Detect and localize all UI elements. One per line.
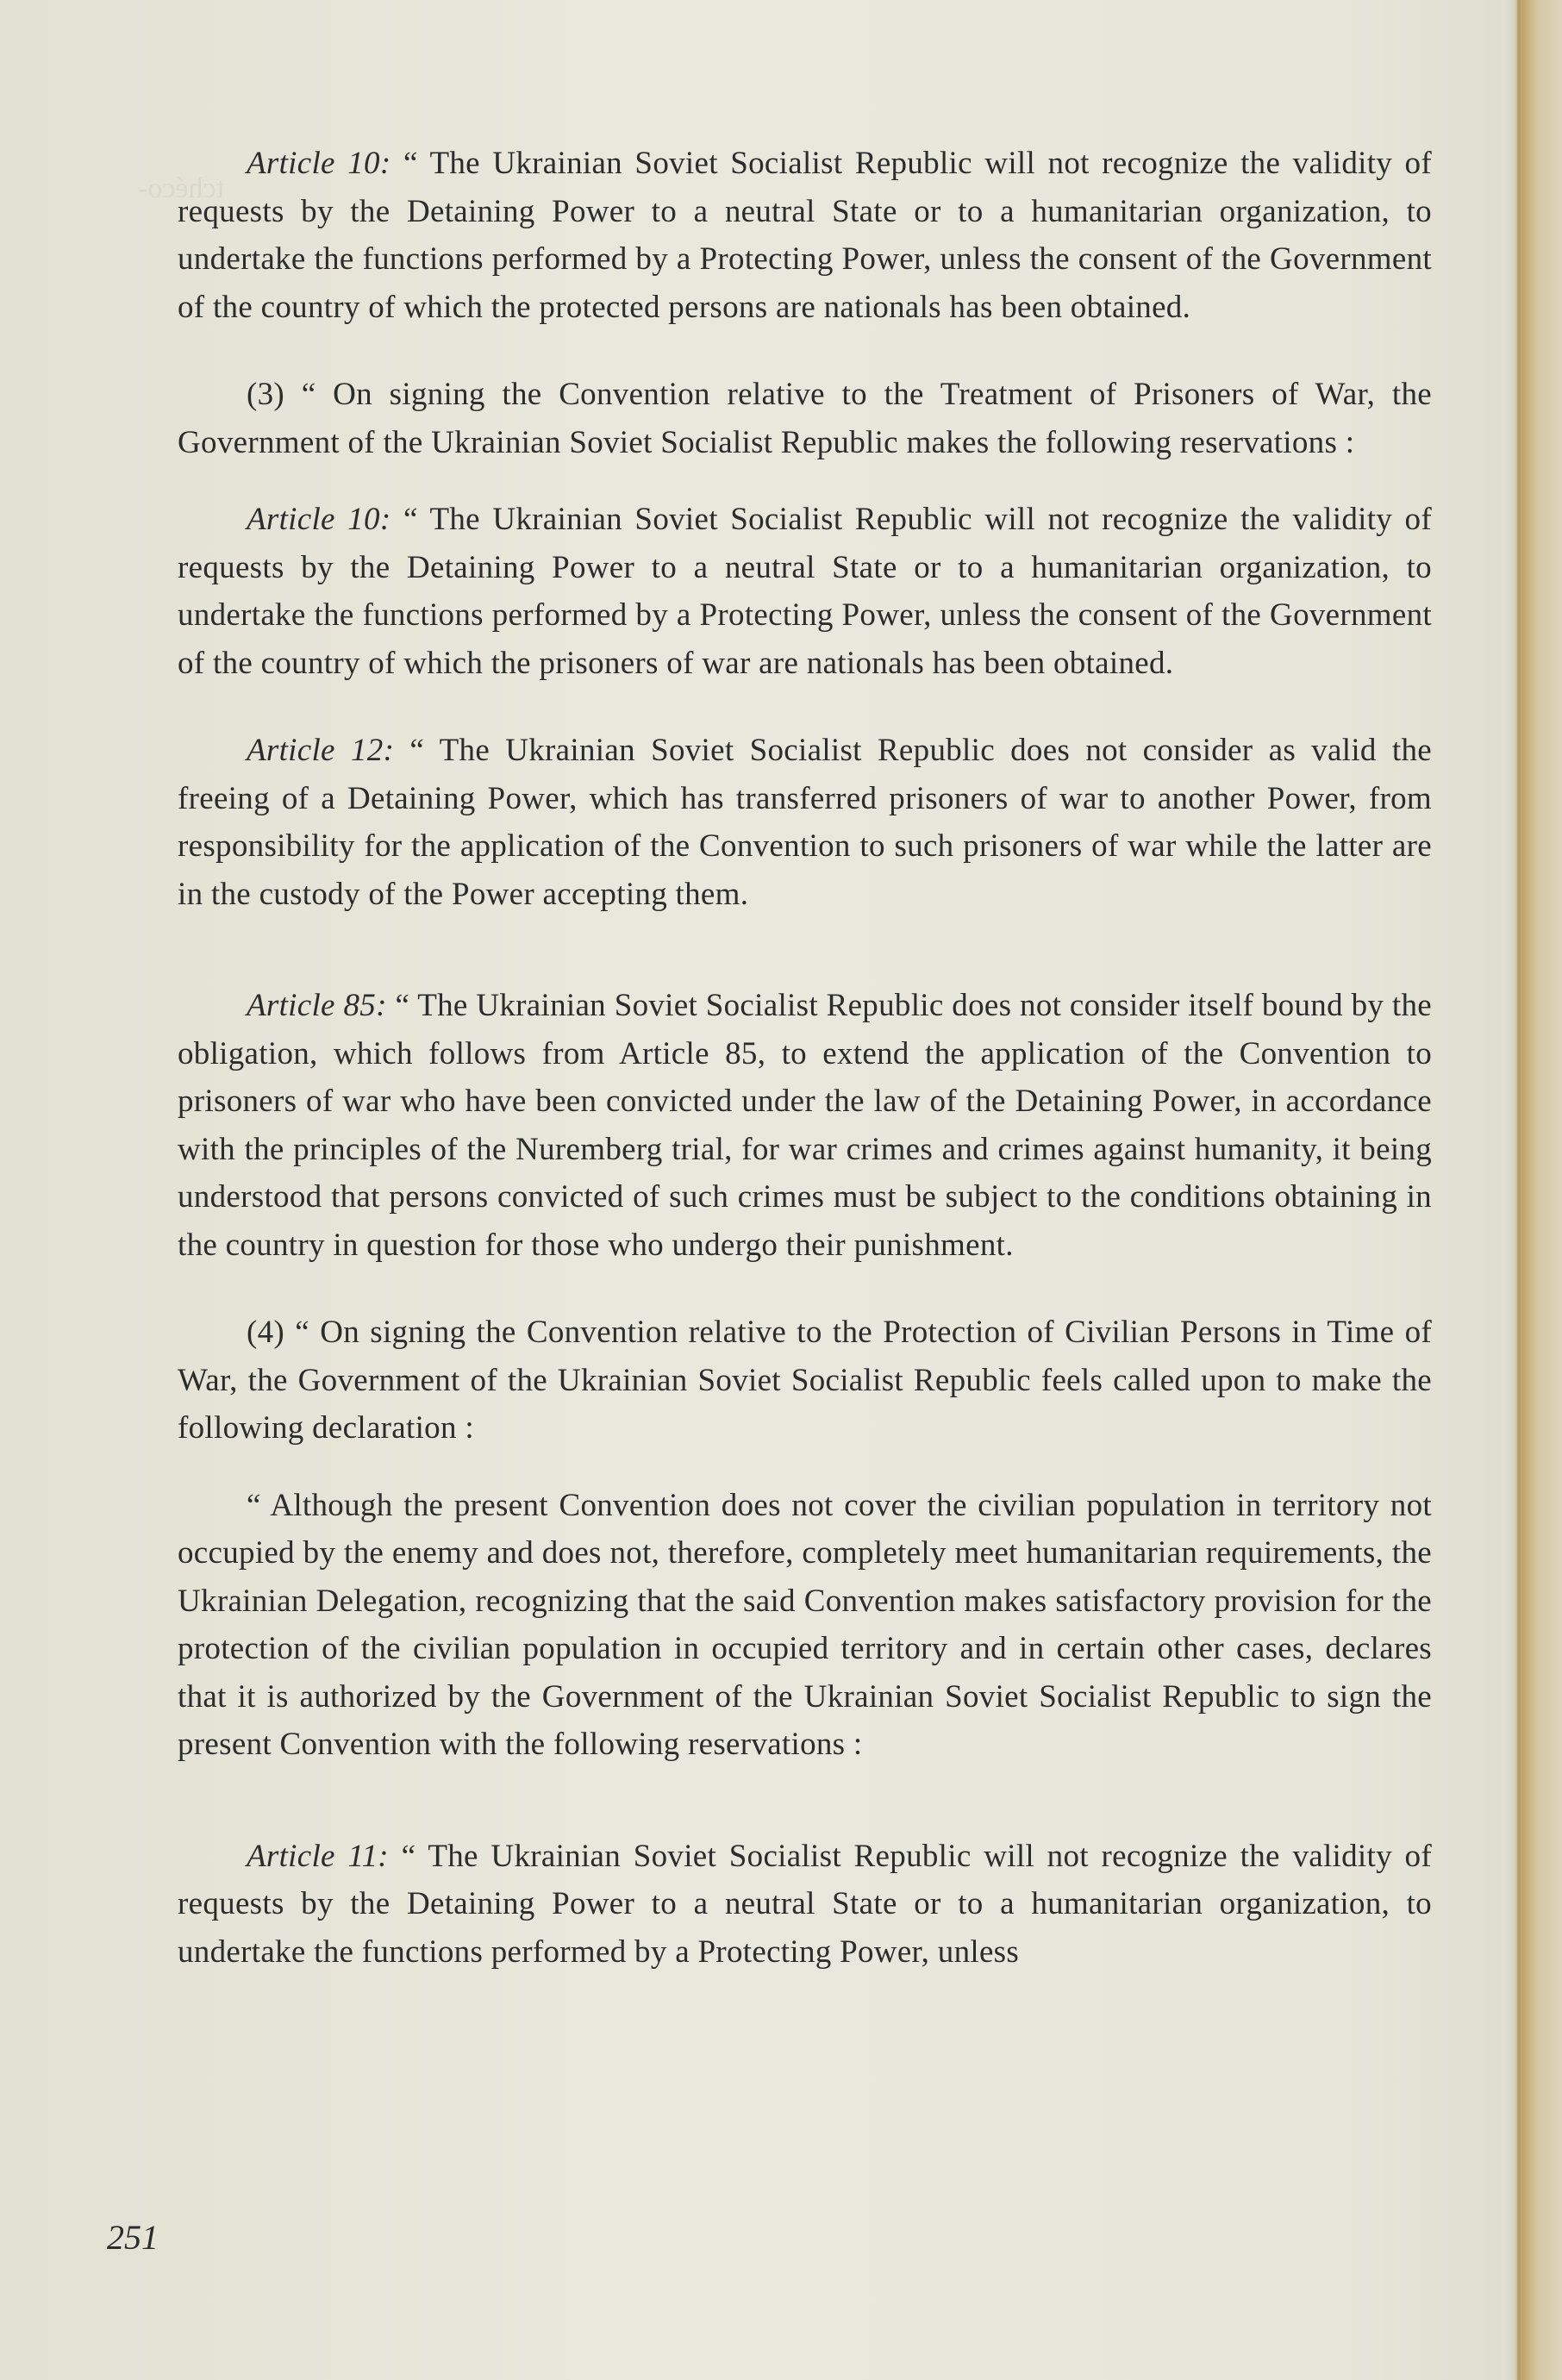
article-10-protected-persons — [178, 140, 1432, 331]
article-label: Article 85: — [247, 988, 387, 1023]
section-4-intro — [178, 1309, 1432, 1452]
paragraph-text: (4) “ On signing the Convention relative to the Protection of Civilian Persons in Time of War, the Government of the Ukrainian Soviet Socialist Republic feels called upon to make the following declaration : — [178, 1315, 1432, 1446]
declaration-paragraph — [178, 1482, 1432, 1769]
page-number: 251 — [107, 2218, 159, 2257]
spacer — [178, 1269, 1432, 1309]
paragraph-text: “ The Ukrainian Soviet Socialist Republic will not recognize the validity of requests by the Detaining Power to a neutral State or to a humanitarian organization, to undertake the functions performed by a Protecting Power, unless the consent of the Government of the country of which the protected persons are nationals has been obtained. — [178, 146, 1432, 325]
book-spine-shadow — [1517, 0, 1521, 2380]
paragraph-text: “ The Ukrainian Soviet Socialist Republic does not consider as valid the freeing of a Detaining Power, which has transferred prisoners of war to another Power, from responsibility for the application of the Convention to such prisoners of war while the latter are in the custody of the Power accepting them. — [178, 733, 1432, 912]
spacer — [178, 687, 1432, 727]
show-through-text: tchéco- — [138, 172, 225, 204]
article-label: Article 10: — [247, 146, 391, 181]
paragraph-text: “ The Ukrainian Soviet Socialist Republic will not recognize the validity of requests by the Detaining Power to a neutral State or to a humanitarian organization, to undertake the functions performed by a Protecting Power, unless the consent of the Government of the country of which the prisoners of war are nationals has been obtained. — [178, 502, 1432, 681]
paragraph-text: “ The Ukrainian Soviet Socialist Republic will not recognize the validity of requests by the Detaining Power to a neutral State or to a humanitarian organization, to undertake the functions performed by a Protecting Power, unless — [178, 1838, 1432, 1970]
spacer — [178, 1452, 1432, 1482]
paragraph-text: “ The Ukrainian Soviet Socialist Republic does not consider itself bound by the obligation, which follows from Article 85, to extend the application of the Convention to prisoners of war who have been convicted under the law of the Detaining Power, in accordance with the principles of the Nuremberg trial, for war crimes and crimes against humanity, it being understood that persons convicted of such crimes must be subject to the conditions obtaining in the country in question for those who undergo their punishment. — [178, 988, 1432, 1263]
section-3-intro — [178, 371, 1432, 466]
paragraph-text: “ Although the present Convention does not cover the civilian population in territory not occupied by the enemy and does not, therefore, completely meet humanitarian requirements, the Ukrainian Delegation, recognizing that the said Convention makes satisfactory provision for the protection of the civilian population in occupied territory and in certain other cases, declares that it is authorized by the Government of the Ukrainian Soviet Socialist Republic to sign the present Convention with the following reservations : — [178, 1487, 1432, 1762]
spacer — [178, 918, 1432, 982]
article-11 — [178, 1833, 1432, 1977]
spacer — [178, 1769, 1432, 1833]
article-85 — [178, 982, 1432, 1269]
paragraph-text: (3) “ On signing the Convention relative to the Treatment of Prisoners of War, the Government of the Ukrainian Soviet Socialist Republic makes the following reservations : — [178, 377, 1432, 460]
spacer — [178, 331, 1432, 371]
book-spine-edge — [1502, 0, 1562, 2380]
article-12 — [178, 727, 1432, 918]
article-label: Article 11: — [247, 1838, 389, 1874]
body-text — [178, 140, 1432, 1976]
article-label: Article 10: — [247, 502, 391, 537]
article-10-prisoners-of-war — [178, 496, 1432, 687]
article-label: Article 12: — [247, 733, 395, 768]
spacer — [178, 466, 1432, 496]
